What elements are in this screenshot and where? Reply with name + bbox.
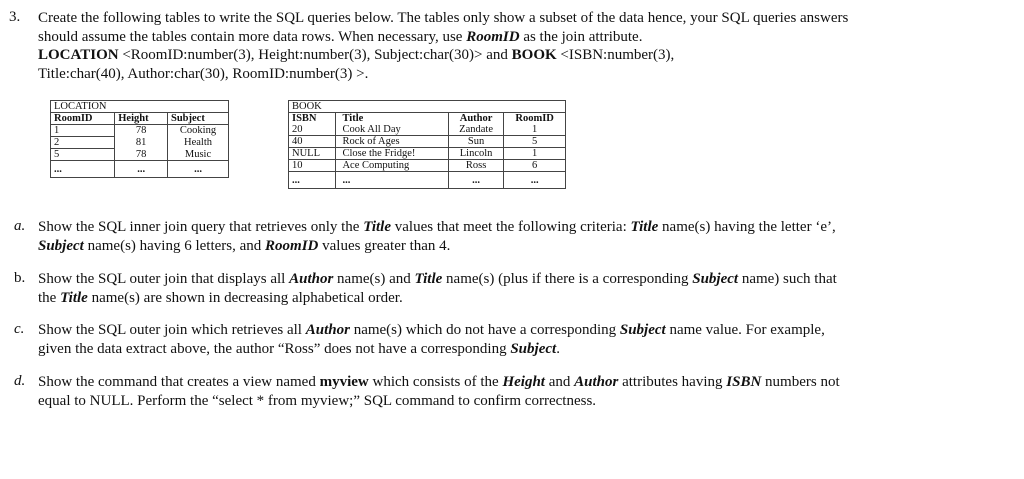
location-header-subject: Subject — [168, 113, 229, 125]
book-cell: Ace Computing — [336, 160, 448, 172]
part-b-letter: b. — [14, 270, 26, 286]
book-cell: Rock of Ages — [336, 136, 448, 148]
table-row — [289, 148, 566, 160]
part-a-k4: RoomID — [265, 237, 319, 254]
location-table — [50, 100, 229, 178]
part-c-t3: name value. For example, given the data extract above, the author “Ross” does not have a corresponding — [38, 322, 825, 357]
location-cell: ... — [115, 161, 168, 178]
intro-book-schema-2: Title:char(40), Author:char(30), RoomID:number(3) >. — [38, 65, 369, 82]
book-cell: 40 — [289, 136, 336, 148]
part-c-k3: Subject — [510, 340, 557, 357]
part-a-t2: values that meet the following criteria: — [391, 219, 631, 235]
part-d-k2: Height — [502, 374, 545, 390]
part-b-k2: Title — [414, 271, 443, 287]
part-b-t2: name(s) and — [333, 271, 415, 287]
part-d-t4: attributes having — [618, 374, 727, 390]
book-cell: NULL — [289, 148, 336, 160]
intro-roomid: RoomID — [466, 28, 520, 45]
table-row — [289, 172, 566, 189]
book-cell: 20 — [289, 124, 336, 136]
part-b-k3: Subject — [692, 271, 739, 287]
book-table — [288, 100, 566, 189]
location-cell: Health — [184, 136, 212, 148]
intro-location-name: LOCATION — [38, 47, 119, 63]
book-cell: 1 — [504, 124, 566, 136]
location-table-name: LOCATION — [51, 101, 229, 113]
table-row — [51, 161, 229, 178]
location-cell: Cooking — [179, 125, 217, 136]
location-header-roomid: RoomID — [51, 113, 115, 125]
book-header-author: Author — [448, 113, 503, 125]
location-cell: 78 — [115, 125, 168, 137]
part-d-k1: myview — [319, 374, 369, 390]
part-d-letter: d. — [14, 373, 26, 389]
book-header-roomid: RoomID — [515, 113, 554, 124]
book-cell: Cook All Day — [336, 124, 448, 136]
part-d-k3: Author — [574, 374, 619, 390]
location-cell: Music — [168, 149, 229, 161]
table-row — [289, 136, 566, 148]
part-a-letter: a. — [14, 218, 26, 234]
location-cell: 78 — [115, 149, 168, 161]
location-cell: ... — [51, 161, 115, 178]
part-a-t1: Show the SQL inner join query that retrieves only the — [38, 219, 364, 235]
part-a-t4: name(s) having 6 letters, and — [83, 237, 266, 254]
book-header-title: Title — [336, 113, 448, 125]
part-b-k4: Title — [60, 289, 88, 306]
book-cell: 5 — [504, 136, 566, 148]
part-d-text — [38, 373, 858, 410]
part-b-t5: name(s) are shown in decreasing alphabetical order. — [87, 289, 403, 306]
intro-book-schema: <ISBN:number(3), — [556, 47, 675, 63]
part-c-t1: Show the SQL outer join which retrieves all — [38, 322, 306, 338]
part-d-k4: ISBN — [726, 374, 762, 390]
book-cell: Lincoln — [448, 148, 503, 160]
table-row — [51, 149, 229, 161]
part-c-k2: Subject — [619, 322, 666, 338]
book-cell: Sun — [448, 136, 503, 148]
table-row — [51, 125, 229, 137]
part-d-t5: numbers not equal to NULL. Perform the “select * from myview;” SQL command to confirm correctness. — [38, 374, 840, 409]
book-cell: 10 — [289, 160, 336, 172]
book-cell: ... — [448, 172, 503, 189]
book-table-name: BOOK — [289, 101, 566, 113]
book-cell: ... — [289, 172, 336, 189]
part-a-t3: name(s) having the letter ‘e’, — [658, 219, 836, 235]
part-b-t1: Show the SQL outer join that displays all — [38, 271, 290, 287]
question-intro — [38, 9, 858, 83]
location-cell: 81 — [115, 137, 168, 149]
book-cell: 1 — [504, 148, 566, 160]
book-cell: Zandate — [448, 124, 503, 136]
part-a-k2: Title — [630, 219, 659, 235]
intro-book-name: BOOK — [511, 47, 557, 63]
part-c-letter: c. — [14, 321, 25, 337]
part-c-text — [38, 321, 858, 358]
part-a-t5: values greater than 4. — [318, 237, 451, 254]
part-c-t2: name(s) which do not have a corresponding — [349, 322, 620, 338]
location-cell: ... — [194, 164, 202, 175]
part-b-text — [38, 270, 858, 307]
book-cell: Ross — [448, 160, 503, 172]
book-cell: ... — [336, 172, 448, 189]
part-d-t2: which consists of the — [368, 374, 503, 390]
location-cell: 2 — [51, 137, 115, 149]
book-cell: 6 — [504, 160, 566, 172]
table-row — [51, 137, 229, 149]
part-d-t1: Show the command that creates a view named — [38, 374, 320, 390]
intro-text-2: as the join attribute. — [519, 28, 643, 45]
location-cell: 5 — [51, 149, 115, 161]
book-cell: ... — [530, 175, 539, 186]
book-cell: Close the Fridge! — [336, 148, 448, 160]
part-c-k1: Author — [305, 322, 350, 338]
part-a-k3: Subject — [38, 237, 84, 254]
location-header-height: Height — [115, 113, 168, 125]
location-cell: 1 — [51, 125, 115, 137]
table-row — [289, 160, 566, 172]
part-a-text — [38, 218, 858, 255]
part-b-t4: name) such that the — [38, 271, 837, 306]
part-a-k1: Title — [363, 219, 391, 235]
part-c-t4: . — [556, 340, 560, 357]
part-b-k1: Author — [289, 271, 334, 287]
part-d-t3: and — [544, 374, 575, 390]
question-number: 3. — [9, 9, 21, 25]
intro-location-schema: <RoomID:number(3), Height:number(3), Subject:char(30)> and — [118, 47, 512, 63]
table-row — [289, 124, 566, 136]
part-b-t3: name(s) (plus if there is a corresponding — [442, 271, 693, 287]
intro-text: Create the following tables to write the SQL queries below. The tables only show a subset of the data hence, your SQL queries answers should assume the tables contain more data rows. When necessary, use — [38, 10, 849, 45]
book-header-isbn: ISBN — [289, 113, 336, 125]
